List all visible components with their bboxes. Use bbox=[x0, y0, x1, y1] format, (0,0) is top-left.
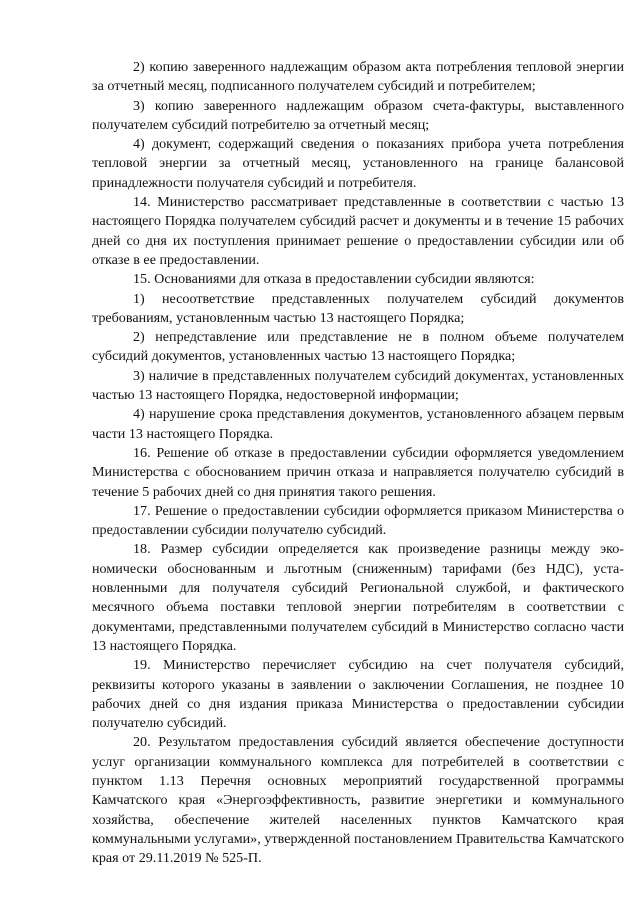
document-page bbox=[92, 58, 624, 868]
paragraph-clause-18: 18. Размер субсидии определяется как произведение разницы между экономически обоснованным и льготным (сниженным) тарифами (без НДС), установленными для получателя субсидий Региональной службой, и фактического месячного объема поставки тепловой энергии потребителям в соответствии с документами, представленными получателем субсидий в Министерство согласно части 13 настоящего Порядка. bbox=[92, 541, 624, 654]
paragraph-clause-14: 14. Министерство рассматривает представленные в соответствии с частью 13 настоящего Порядка получателем субсидий расчет и документы и в течение 15 рабочих дней со дня их поступления принимает решение о предоставлении субсидии или об отказе в ее предоставлении. bbox=[92, 194, 624, 268]
paragraph-clause-17: 17. Решение о предоставлении субсидии оформляется приказом Министерства о предоставлении субсидии получателю субсидий. bbox=[92, 502, 624, 539]
paragraph-clause-19: 19. Министерство перечисляет субсидию на счет получателя субсидий, реквизиты которого указаны в заявлении о заключении Соглашения, не позднее 10 рабочих дней со дня издания приказа Министерства о предоставлении субсидии получателю субсидий. bbox=[92, 657, 624, 732]
paragraph-clause-15-item-4: 4) нарушение срока представления документов, установленного абзацем первым части 13 настоящего Порядка. bbox=[92, 406, 624, 442]
paragraph-clause-20: 20. Результатом предоставления субсидий является обеспечение доступности услуг организации коммунального комплекса для потребителей в соответствии с пунктом 1.13 Перечня основных мероприятий государственной программы Камчатского края «Энергоэффективность, развитие энергетики и коммунального хозяйства, обеспечение жителей населенных пунктов Камчатского края коммунальными услугами», утвержденной постановлением Правительства Камчатского края от 29.11.2019 № 525-П. bbox=[92, 734, 624, 867]
paragraph-clause-15-item-2: 2) непредставление или представление не в полном объеме получателем субсидий документов, установленных частью 13 настоящего Порядка; bbox=[92, 329, 624, 365]
paragraph-subitem-3-invoice-copy: 3) копию заверенного надлежащим образом счета-фактуры, выставленного получателем субсидий потребителю за отчетный месяц; bbox=[92, 97, 624, 133]
paragraph-subitem-4-meter-readings: 4) документ, содержащий сведения о показаниях прибора учета потребления тепловой энергии за отчетный месяц, установленного на границе балансовой принадлежности получателя субсидий и потребителя. bbox=[92, 136, 624, 191]
paragraph-clause-16: 16. Решение об отказе в предоставлении субсидии оформляется уведомлением Министерства с обоснованием причин отказа и направляется получателю субсидий в течение 5 рабочих дней со дня принятия такого решения. bbox=[92, 444, 624, 500]
paragraph-clause-15-item-1: 1) несоответствие представленных получателем субсидий документов требованиям, установленным частью 13 настоящего Порядка; bbox=[92, 290, 624, 326]
paragraph-clause-15: 15. Основаниями для отказа в предоставлении субсидии являются: bbox=[133, 271, 535, 288]
paragraph-clause-15-item-3: 3) наличие в представленных получателем субсидий документах, установленных частью 13 настоящего Порядка, недостоверной информации; bbox=[92, 367, 624, 404]
paragraph-subitem-2-act-copy: 2) копию заверенного надлежащим образом акта потребления тепловой энергии за отчетный месяц, подписанного получателем субсидий и потребителем; bbox=[92, 59, 624, 95]
